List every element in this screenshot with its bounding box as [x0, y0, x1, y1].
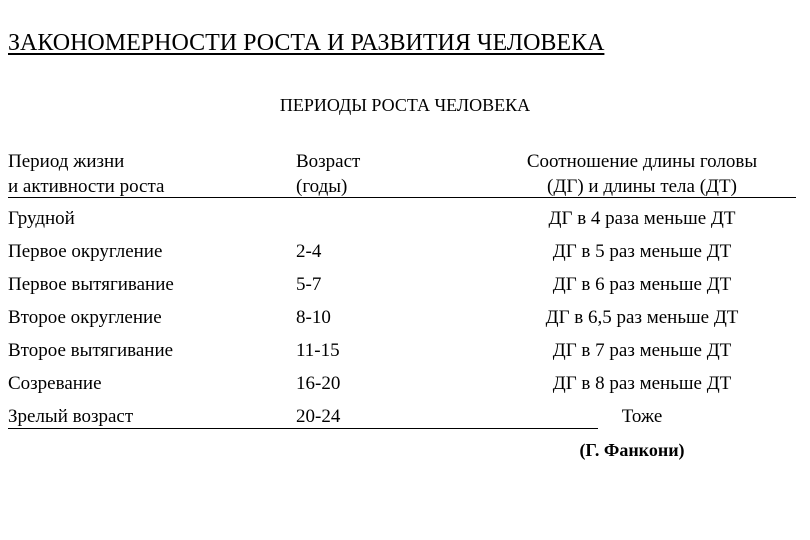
row-period: Второе округление — [8, 307, 162, 328]
row-age: 8-10 — [296, 307, 331, 328]
row-age: 5-7 — [296, 274, 322, 295]
row-period: Второе вытягивание — [8, 340, 174, 361]
table-bottom-divider — [8, 428, 598, 429]
row-period: Зрелый возраст — [8, 406, 134, 427]
row-ratio: ДГ в 5 раз меньше ДТ — [552, 241, 732, 262]
row-ratio: ДГ в 6 раз меньше ДТ — [552, 274, 732, 295]
row-period: Грудной — [8, 208, 75, 229]
row-age: 11-15 — [296, 340, 340, 361]
row-ratio: ДГ в 4 раза меньше ДТ — [548, 208, 736, 229]
citation: (Г. Фанкони) — [579, 440, 685, 460]
row-period: Созревание — [8, 373, 102, 394]
row-age: 2-4 — [296, 241, 322, 262]
header-period-line1: Период жизни — [8, 151, 125, 172]
header-ratio-line1: Соотношение длины головы — [526, 151, 758, 172]
header-age-line1: Возраст — [296, 151, 361, 172]
header-period-line2: и активности роста — [8, 176, 165, 197]
row-age: 20-24 — [296, 406, 341, 427]
row-period: Первое вытягивание — [8, 274, 174, 295]
header-age-line2: (годы) — [296, 176, 348, 197]
header-divider — [8, 197, 796, 198]
page-title: ЗАКОНОМЕРНОСТИ РОСТА И РАЗВИТИЯ ЧЕЛОВЕКА — [8, 30, 605, 56]
row-ratio: ДГ в 8 раз меньше ДТ — [552, 373, 732, 394]
header-ratio-line2: (ДГ) и длины тела (ДТ) — [547, 176, 737, 197]
row-period: Первое округление — [8, 241, 163, 262]
row-age: 16-20 — [296, 373, 341, 394]
table-title: ПЕРИОДЫ РОСТА ЧЕЛОВЕКА — [279, 95, 531, 115]
row-ratio: Тоже — [621, 406, 663, 427]
row-ratio: ДГ в 6,5 раз меньше ДТ — [545, 307, 739, 328]
row-ratio: ДГ в 7 раз меньше ДТ — [552, 340, 732, 361]
